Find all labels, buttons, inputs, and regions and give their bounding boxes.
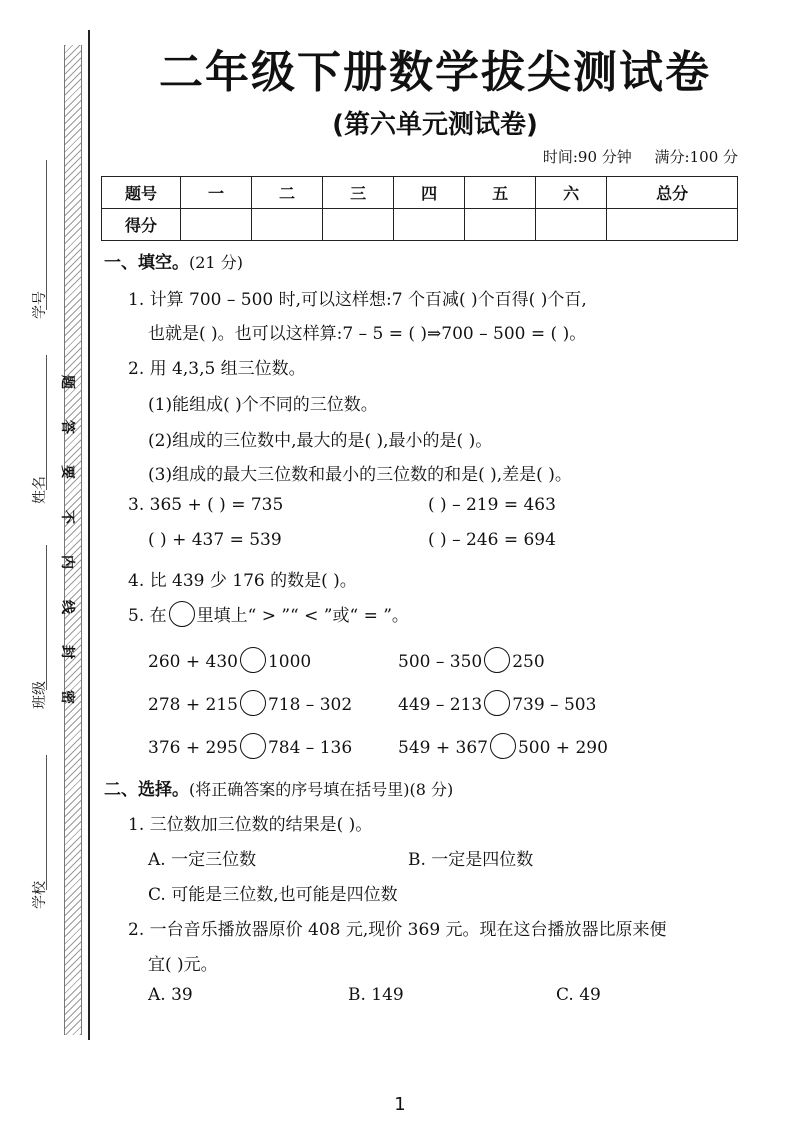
seal-char: 密 (59, 690, 75, 704)
binding-hatch (64, 45, 82, 1035)
field-line-class (46, 545, 47, 690)
score-header-cell: 总分 (607, 177, 738, 209)
question-1-2: 2. 用 4,3,5 组三位数。 (128, 359, 306, 379)
binding-rule (88, 30, 90, 1040)
compare-left: 278 + 215 (148, 695, 238, 715)
seal-char: 封 (59, 645, 75, 659)
score-header-cell: 二 (252, 177, 323, 209)
compare-left: 449 – 213 (398, 695, 483, 715)
option-2-2-b[interactable]: B. 149 (348, 985, 404, 1005)
seal-char: 不 (59, 510, 75, 524)
section2-note: (将正确答案的序号填在括号里)(8 分) (189, 780, 454, 799)
option-2-1-a[interactable]: A. 一定三位数 (148, 850, 257, 870)
compare-item (148, 690, 352, 716)
question-1-5 (128, 601, 409, 627)
score-cell[interactable] (465, 209, 536, 241)
question-1-2-3: (3)组成的最大三位数和最小的三位数的和是( ),差是( )。 (148, 465, 572, 485)
field-label-class: 班级 (32, 681, 48, 709)
question-1-3b: ( ) – 219 = 463 (428, 495, 556, 515)
score-table-header-row (102, 177, 738, 209)
exam-full-score: 满分:100 分 (654, 148, 738, 166)
question-1-3a: 3. 365 + ( ) = 735 (128, 495, 284, 515)
score-header-cell: 四 (394, 177, 465, 209)
compare-right: 500 + 290 (517, 738, 608, 758)
field-label-school: 学校 (32, 881, 48, 909)
section2-heading (104, 775, 453, 800)
compare-right: 1000 (267, 652, 312, 672)
compare-circle-icon[interactable] (484, 647, 510, 673)
field-label-name: 姓名 (32, 476, 48, 504)
compare-right: 784 – 136 (267, 738, 353, 758)
exam-time: 时间:90 分钟 (542, 148, 632, 166)
compare-item (398, 647, 545, 673)
field-line-name (46, 355, 47, 490)
score-cell[interactable] (607, 209, 738, 241)
score-cell[interactable] (252, 209, 323, 241)
compare-right: 718 – 302 (267, 695, 353, 715)
compare-left: 260 + 430 (148, 652, 238, 672)
option-2-1-c[interactable]: C. 可能是三位数,也可能是四位数 (148, 885, 398, 905)
seal-char: 题 (59, 375, 75, 389)
binding-margin (0, 0, 100, 1130)
section1-heading (104, 248, 243, 273)
compare-left: 376 + 295 (148, 738, 238, 758)
score-header-cell: 六 (536, 177, 607, 209)
compare-right: 250 (512, 652, 545, 672)
seal-char: 答 (59, 420, 75, 434)
question-2-1: 1. 三位数加三位数的结果是( )。 (128, 815, 373, 835)
section1-title: 一、填空。 (104, 253, 189, 273)
seal-char: 要 (59, 465, 75, 479)
score-header-cell: 三 (323, 177, 394, 209)
question-1-2-1: (1)能组成( )个不同的三位数。 (148, 395, 378, 415)
page-title: 二年级下册数学拔尖测试卷 (159, 47, 711, 98)
score-cell[interactable] (394, 209, 465, 241)
field-line-school (46, 755, 47, 890)
section2-title: 二、选择。 (104, 780, 189, 800)
option-2-2-c[interactable]: C. 49 (556, 985, 601, 1005)
score-header-cell: 一 (181, 177, 252, 209)
score-table-score-row (102, 209, 738, 241)
score-row-label: 得分 (102, 209, 181, 241)
compare-right: 739 – 503 (512, 695, 597, 715)
question-1-5-post: 里填上“ > ”“ < ”或“ = ”。 (196, 606, 409, 626)
option-2-2-a[interactable]: A. 39 (148, 985, 193, 1005)
compare-item (398, 733, 608, 759)
compare-circle-icon (169, 601, 195, 627)
compare-left: 549 + 367 (398, 738, 488, 758)
option-2-1-b[interactable]: B. 一定是四位数 (408, 850, 534, 870)
score-table (101, 176, 738, 241)
question-1-1-line2: 也就是( )。也可以这样算:7 – 5 = ( )⇒700 – 500 = ( )。 (148, 324, 587, 344)
compare-circle-icon[interactable] (490, 733, 516, 759)
question-1-4: 4. 比 439 少 176 的数是( )。 (128, 571, 357, 591)
question-1-3d: ( ) – 246 = 694 (428, 530, 556, 550)
section1-points: (21 分) (189, 253, 243, 272)
question-2-2-line2: 宜( )元。 (148, 955, 218, 975)
page-subtitle: (第六单元测试卷) (332, 110, 538, 140)
question-1-1-line1: 1. 计算 700 – 500 时,可以这样想:7 个百减( )个百得( )个百, (128, 290, 587, 310)
compare-circle-icon[interactable] (240, 690, 266, 716)
score-header-cell: 五 (465, 177, 536, 209)
compare-item (148, 733, 352, 759)
compare-circle-icon[interactable] (240, 733, 266, 759)
compare-item (398, 690, 596, 716)
score-cell[interactable] (181, 209, 252, 241)
question-1-5-pre: 5. 在 (128, 606, 167, 626)
seal-char: 线 (59, 600, 75, 614)
question-1-3c: ( ) + 437 = 539 (148, 530, 282, 550)
question-2-2-line1: 2. 一台音乐播放器原价 408 元,现价 369 元。现在这台播放器比原来便 (128, 920, 667, 940)
compare-item (148, 647, 311, 673)
score-header-cell: 题号 (102, 177, 181, 209)
seal-char: 内 (59, 555, 75, 569)
exam-meta (525, 146, 738, 167)
field-label-student-id: 学号 (32, 291, 48, 319)
compare-circle-icon[interactable] (240, 647, 266, 673)
compare-left: 500 – 350 (398, 652, 483, 672)
score-cell[interactable] (323, 209, 394, 241)
score-cell[interactable] (536, 209, 607, 241)
page-number: 1 (394, 1094, 406, 1115)
compare-circle-icon[interactable] (484, 690, 510, 716)
question-1-2-2: (2)组成的三位数中,最大的是( ),最小的是( )。 (148, 431, 493, 451)
